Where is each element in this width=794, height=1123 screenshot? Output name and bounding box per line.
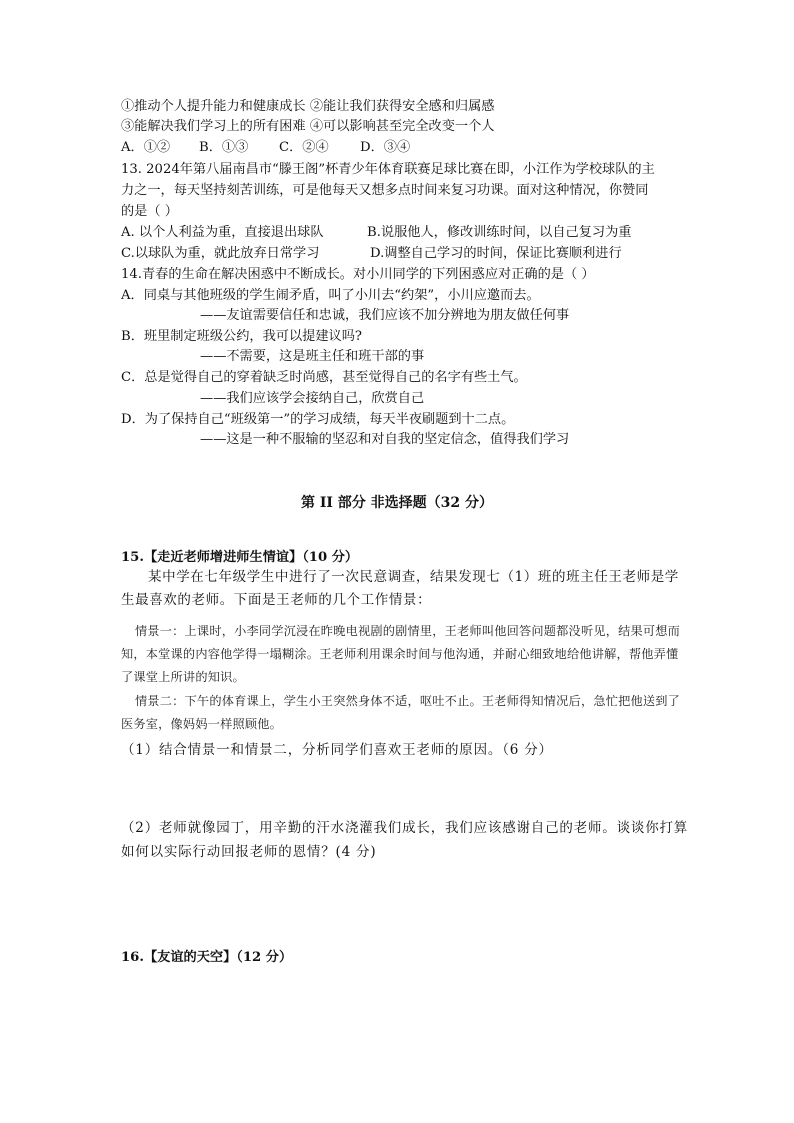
q14-option-c: C．总是觉得自己的穿着缺乏时尚感，甚至觉得自己的名字有些土气。: [121, 370, 527, 385]
q13-stem-line-2: 力之一，每天坚持刻苦训练，可是他每天又想多点时间来复习功课。面对这种情况，你赞同: [121, 183, 649, 198]
q12-options: [121, 138, 410, 158]
q15-subquestion-2: （2）老师就像园丁，用辛勤的汗水浇灌我们成长，我们应该感谢自己的老师。谈谈你打算如何以实际行动回报老师的恩情？(4 分): [121, 820, 689, 860]
q14-option-b: B．班里制定班级公约，我可以提建议吗?: [121, 329, 362, 344]
q14-option-d: D．为了保持自己“班级第一”的学习成绩，每天半夜刷题到十二点。: [121, 412, 515, 427]
q13-stem-line-3: 的是（ ）: [121, 204, 178, 219]
q13-option-b: B.说服他人，修改训练时间，以自己复习为重: [367, 225, 632, 240]
q12-statement-1-2: ①推动个人提升能力和健康成长 ②能让我们获得安全感和归属感: [121, 99, 495, 114]
q13-options-cd: [121, 244, 622, 264]
q15-intro: 某中学在七年级学生中进行了一次民意调查，结果发现七（1）班的班主任王老师是学生最喜欢的老师。下面是王老师的几个工作情景：: [121, 569, 679, 608]
q14-option-d-response: ——这是一种不服输的坚忍和对自我的坚定信念，值得我们学习: [200, 432, 570, 447]
q15-scenario-1: 情景一：上课时，小李同学沉浸在昨晚电视剧的剧情里，王老师叫他回答问题都没听见，结果可想而知，本堂课的内容他学得一塌糊涂。王老师利用课余时间与他沟通，并耐心细致地给他讲解，帮他弄懂了课堂上所讲的知识。: [121, 624, 681, 684]
q14-option-b-response: ——不需要，这是班主任和班干部的事: [200, 349, 425, 364]
q15-scenario-2: 情景二：下午的体育课上，学生小王突然身体不适，呕吐不止。王老师得知情况后，急忙把他送到了医务室，像妈妈一样照顾他。: [121, 694, 681, 731]
q14-stem: 14.青春的生命在解决困惑中不断成长。对小川同学的下列困惑应对正确的是（ ）: [121, 267, 595, 282]
q15-subquestion-1: （1）结合情景一和情景二，分析同学们喜欢王老师的原因。（6 分）: [121, 742, 553, 758]
q16-heading: 16.【友谊的天空】（12 分）: [121, 950, 293, 965]
q13-options-ab: [121, 223, 631, 243]
q12-option-a: A．①②: [121, 140, 171, 155]
q12-option-b: B．①③: [199, 140, 249, 155]
q13-option-c: C.以球队为重，就此放弃日常学习: [121, 246, 320, 261]
q14-option-a-response: ——友谊需要信任和忠诚，我们应该不加分辨地为朋友做任何事: [200, 308, 570, 323]
q12-option-c: C．②④: [279, 140, 329, 155]
section-2-title: 第 II 部分 非选择题（32 分）: [300, 495, 494, 511]
q13-stem-line-1: 13. 2024年第八届南昌市“滕王阁”杯青少年体育联赛足球比赛在即，小江作为学校球队的主: [121, 162, 655, 177]
q12-statement-3-4: ③能解决我们学习上的所有困难 ④可以影响甚至完全改变一个人: [121, 119, 495, 134]
q14-option-a: A．同桌与其他班级的学生闹矛盾，叫了小川去“约架”，小川应邀而去。: [121, 288, 540, 303]
q12-option-d: D．③④: [360, 140, 411, 155]
q15-heading: 15.【走近老师增进师生情谊】（10 分）: [121, 550, 359, 565]
q14-option-c-response: ——我们应该学会接纳自己，欣赏自己: [200, 391, 425, 406]
q13-option-d: D.调整自己学习的时间，保证比赛顺利进行: [370, 246, 622, 261]
q13-option-a: A. 以个人利益为重，直接退出球队: [121, 225, 324, 240]
